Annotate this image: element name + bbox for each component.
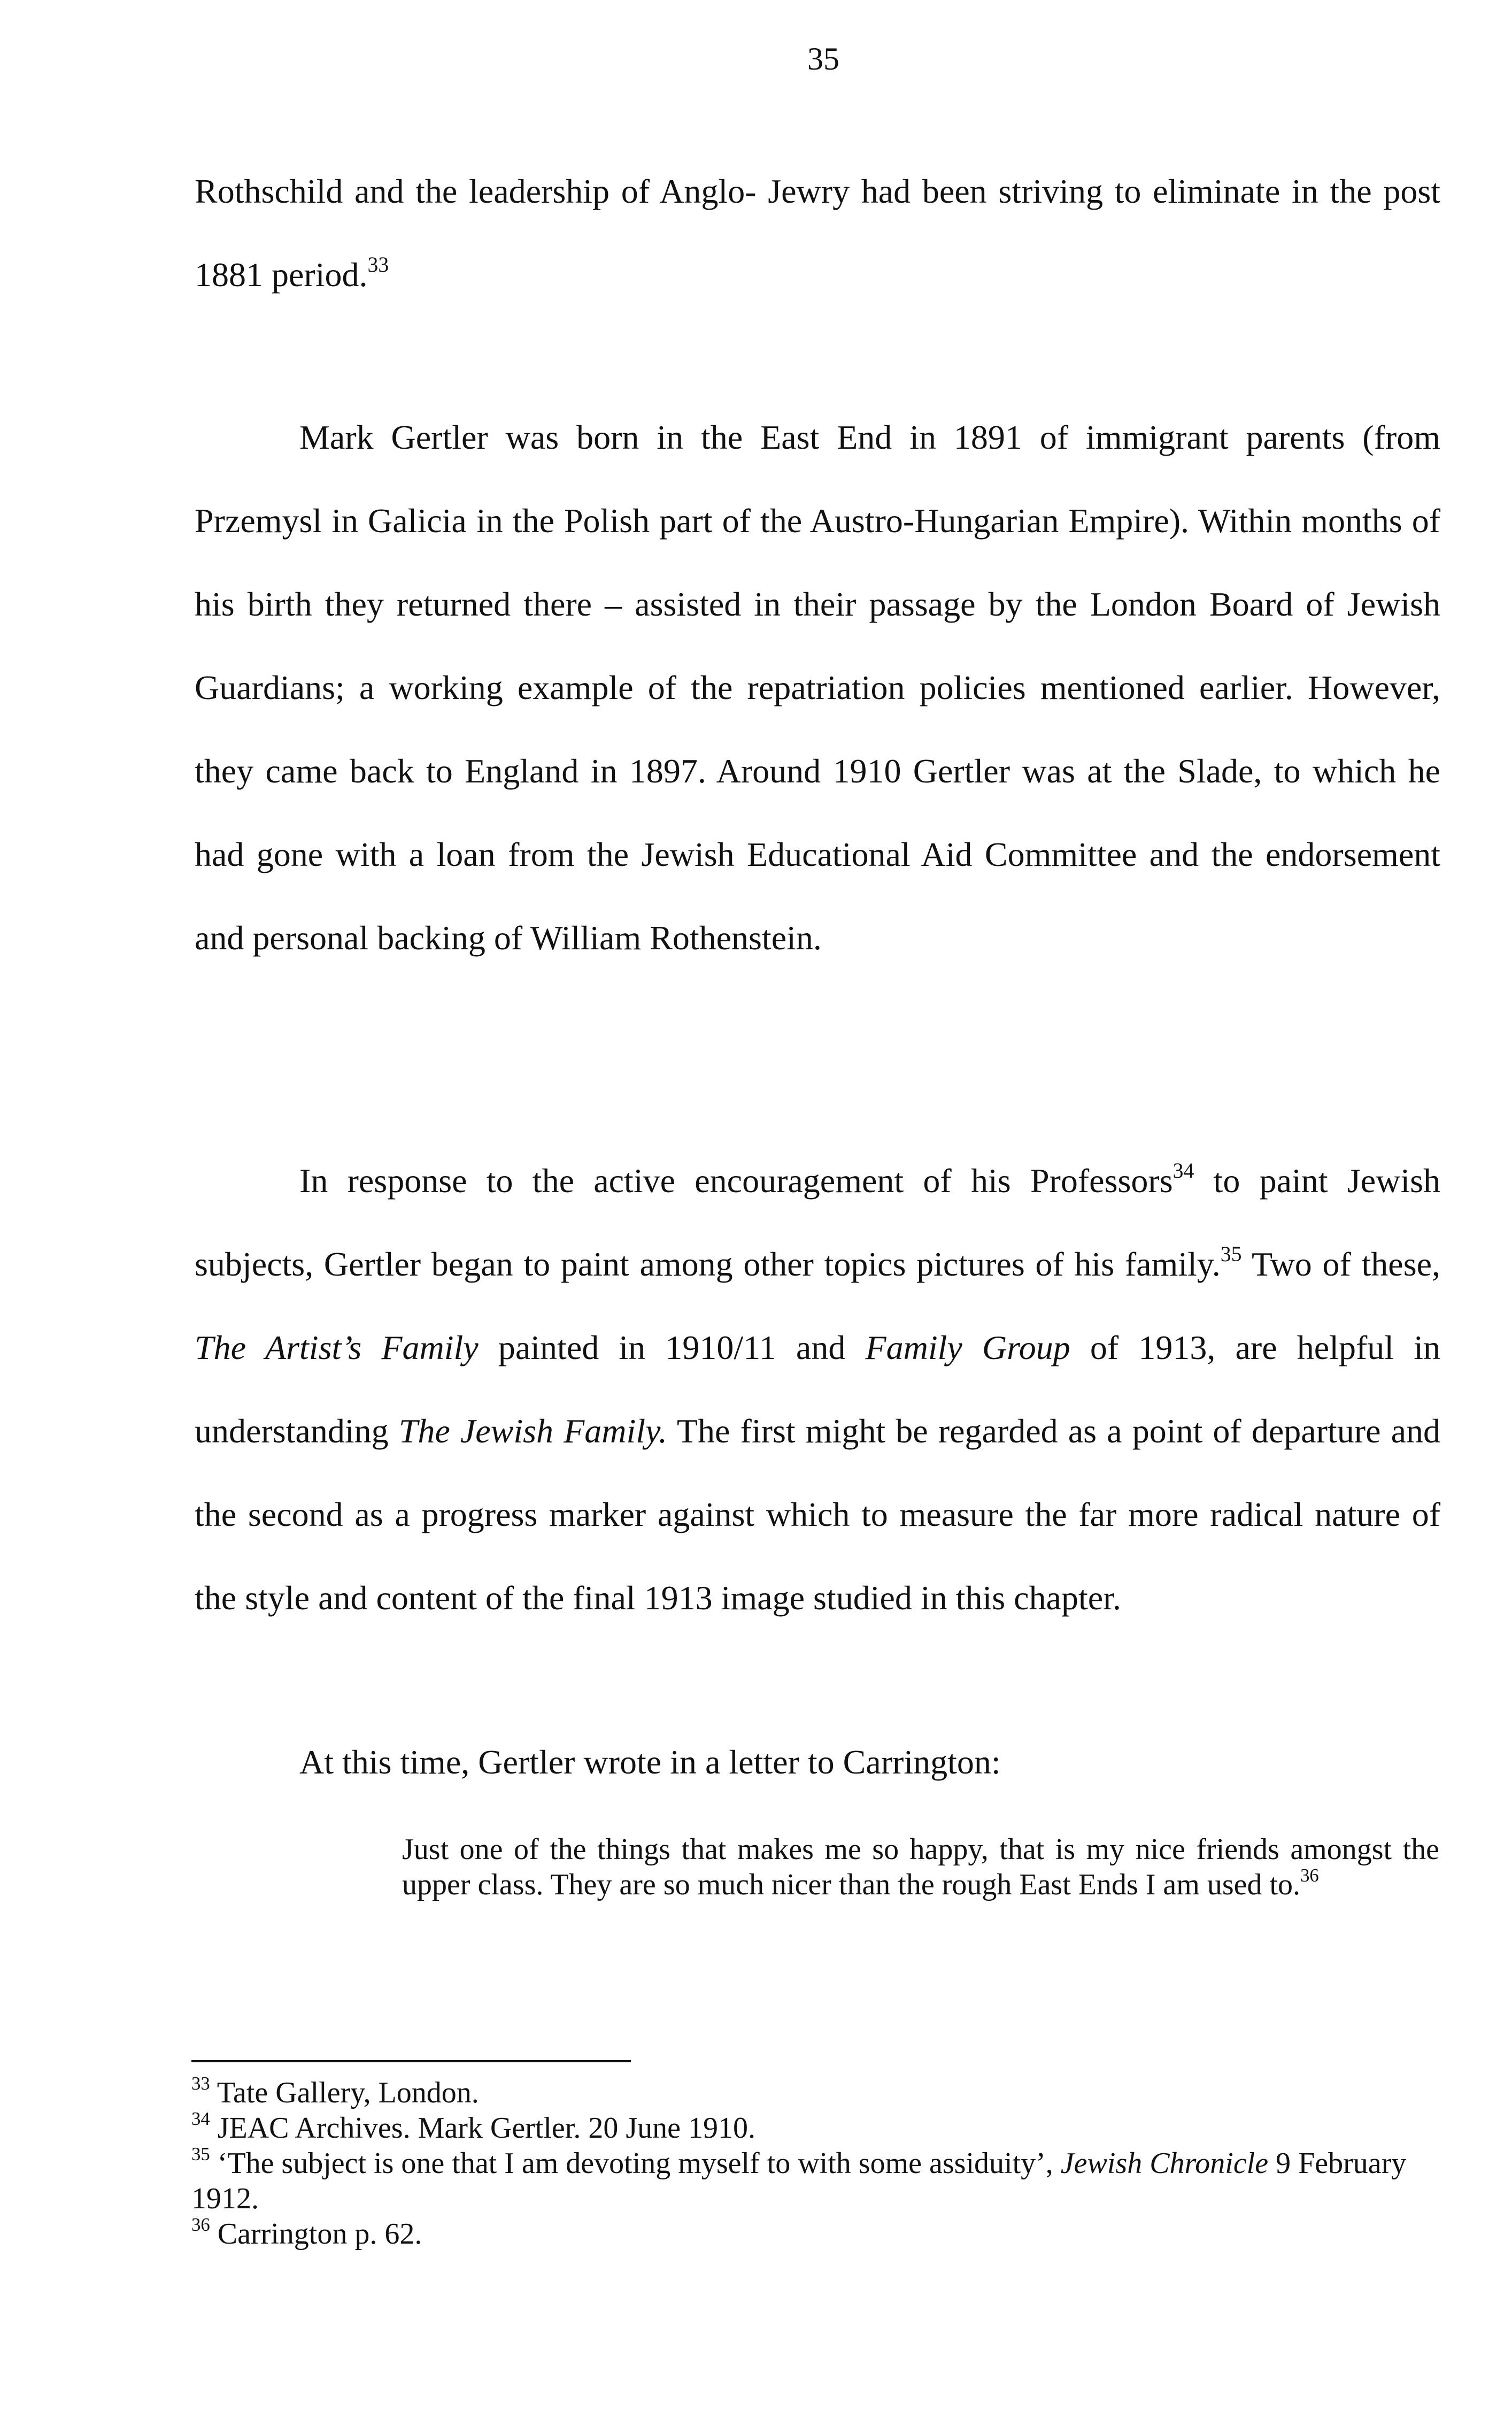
footnote-item — [191, 2216, 1437, 2252]
footnote-reference: 34 — [1172, 1158, 1194, 1183]
body-paragraph — [195, 1139, 1440, 1640]
body-paragraph — [195, 150, 1440, 317]
footnotes-list — [191, 2075, 1437, 2252]
text-run: ‘The subject is one that I am devoting myself to with some assiduity’, — [217, 2147, 1061, 2180]
footnote-item — [191, 2075, 1437, 2110]
text-run: 9 February 1912. — [191, 2147, 1407, 2215]
italic-title: The Artist’s Family — [195, 1329, 479, 1366]
italic-title: Family Group — [865, 1329, 1070, 1366]
text-run: Just one of the things that makes me so happy, that is my nice friends amongst the upper class. They are so much nicer than the rough East Ends I am used to. — [402, 1833, 1439, 1901]
text-run: Two of these, — [1241, 1245, 1441, 1283]
footnote-number: 36 — [191, 2214, 210, 2236]
page-number: 35 — [807, 41, 839, 76]
footnote-number: 33 — [191, 2073, 210, 2094]
footnote-reference: 33 — [367, 252, 389, 277]
text-run: to paint Jewish subjects, Gertler began to paint among other topics pictures of his family. — [195, 1162, 1441, 1283]
text-run: of 1913, are helpful in understanding — [195, 1329, 1441, 1450]
text-run: painted in 1910/11 and — [478, 1329, 866, 1366]
quote-introduction: At this time, Gertler wrote in a letter to Carrington: — [299, 1743, 1001, 1781]
text-run: Carrington p. 62. — [217, 2217, 422, 2251]
footnote-item — [191, 2110, 1437, 2146]
footnote-reference: 36 — [1300, 1865, 1319, 1886]
block-quote — [402, 1832, 1439, 1902]
footnote-number: 35 — [191, 2144, 210, 2165]
text-run: Rothschild and the leadership of Anglo- Jewry had been striving to eliminate in the post 1881 period. — [195, 172, 1440, 294]
text-run: In response to the active encouragement of his Professors — [299, 1162, 1173, 1200]
text-run: The first might be regarded as a point of departure and the second as a progress marker against which to measure the far more radical nature of the style and content of the final 1913 image studied in this chapter. — [195, 1412, 1441, 1617]
footnote-separator — [191, 2060, 631, 2062]
footnote-reference: 35 — [1220, 1242, 1242, 1266]
italic-title: Jewish Chronicle — [1060, 2147, 1269, 2180]
footnote-number: 34 — [191, 2108, 210, 2130]
text-run: Mark Gertler was born in the East End in 1891 of immigrant parents (from Przemysl in Galicia in the Polish part of the Austro-Hungarian Empire). Within months of his birth they returned there – assisted in their passage by the London Board of Jewish Guardians; a working example of the repatriation policies mentioned earlier. However, they came back to England in 1897. Around 1910 Gertler was at the Slade, to which he had gone with a loan from the Jewish Educational Aid Committee and the endorsement and personal backing of William Rothenstein. — [195, 418, 1440, 957]
text-run: Tate Gallery, London. — [217, 2076, 479, 2109]
italic-title: The Jewish Family. — [398, 1412, 667, 1450]
body-paragraph — [195, 396, 1440, 980]
text-run: JEAC Archives. Mark Gertler. 20 June 1910. — [217, 2111, 755, 2145]
footnote-item — [191, 2146, 1437, 2216]
